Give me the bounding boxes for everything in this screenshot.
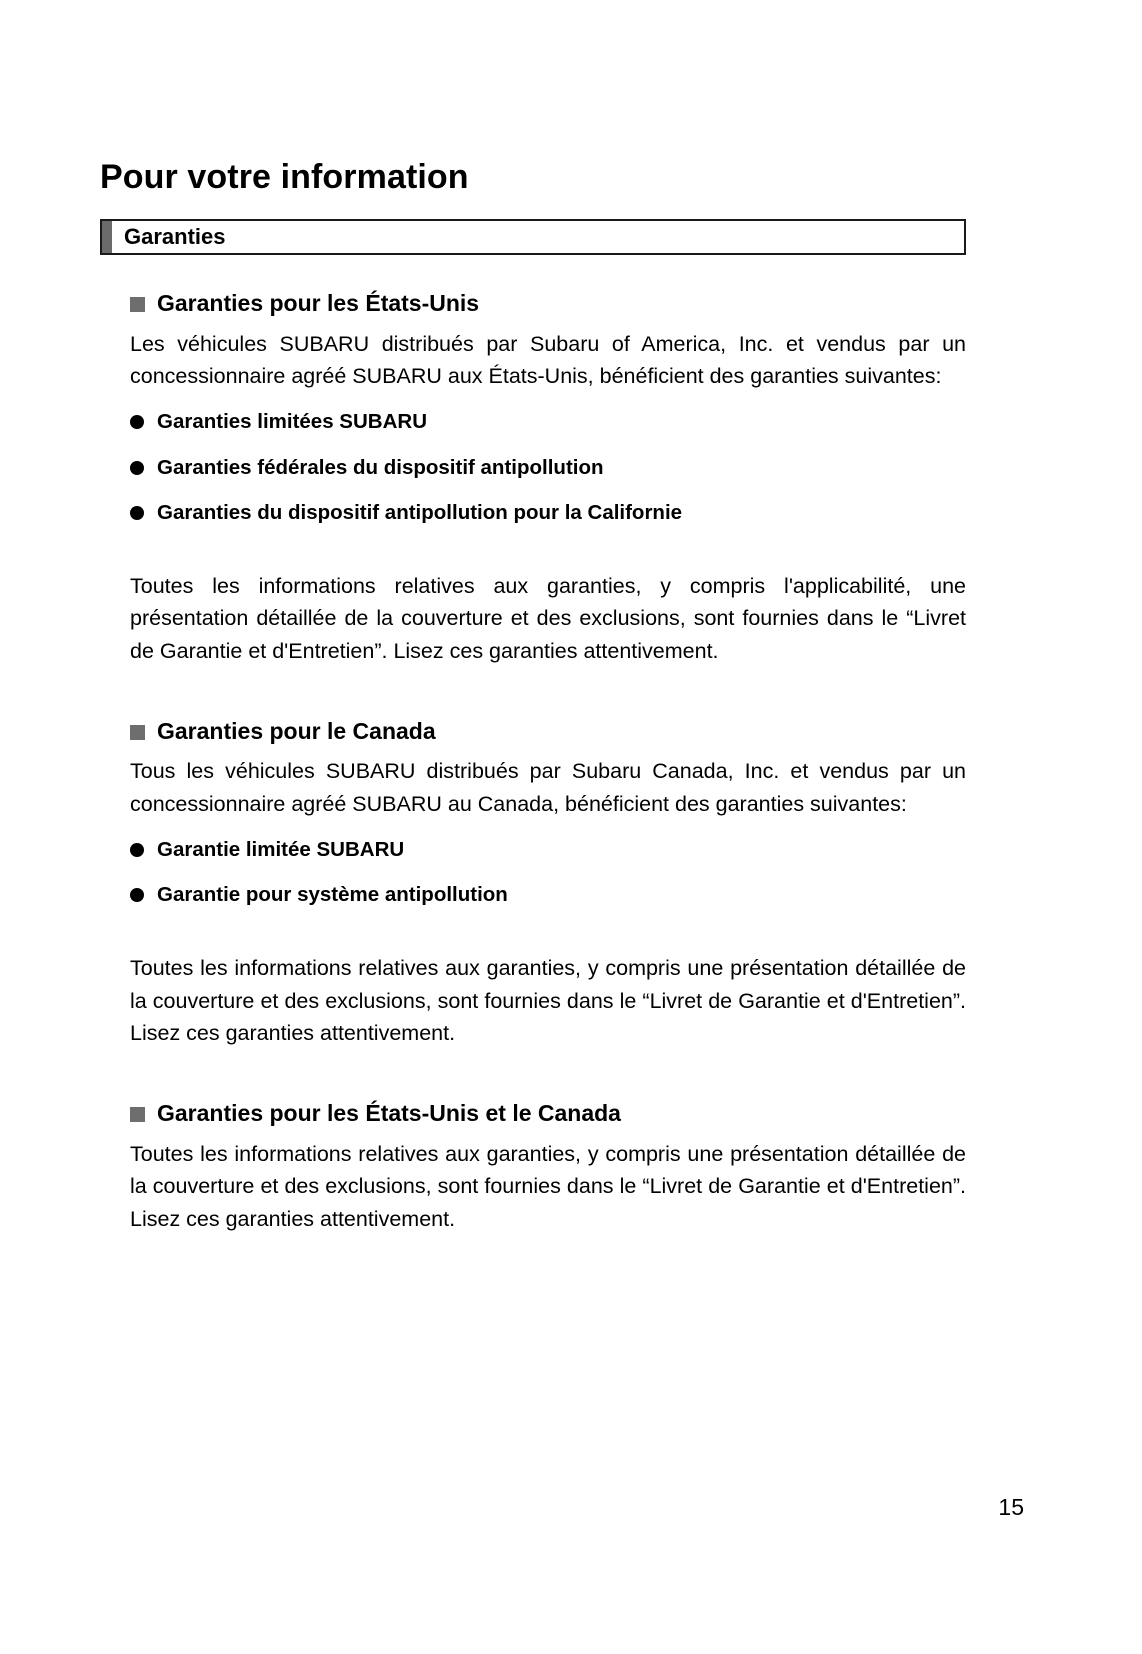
square-bullet-icon — [130, 1107, 145, 1122]
section-heading-label: Garanties pour le Canada — [157, 717, 436, 744]
warranty-bullet-list — [130, 837, 966, 908]
list-item-label: Garantie limitée SUBARU — [157, 837, 405, 861]
warranty-bullet-list — [130, 409, 966, 526]
section-heading — [130, 1100, 966, 1128]
section-outro-paragraph: Toutes les informations relatives aux garanties, y compris une présentation détaillée de la couverture et des exclusions, sont fournies dans le “Livret de Garantie et d'Entretien”. Lisez ces garanties attentivement. — [130, 956, 966, 1046]
list-item-label: Garanties fédérales du dispositif antipollution — [157, 455, 604, 479]
round-bullet-icon — [130, 415, 144, 429]
square-bullet-icon — [130, 297, 145, 312]
chapter-accent-tab — [102, 221, 112, 253]
square-bullet-icon — [130, 725, 145, 740]
chapter-header-bar — [100, 219, 966, 255]
section-heading-label: Garanties pour les États-Unis et le Canada — [157, 1100, 621, 1127]
chapter-title: Garanties — [124, 224, 226, 249]
round-bullet-icon — [130, 506, 144, 520]
page-number: 15 — [998, 1494, 1024, 1520]
content-column — [100, 272, 966, 1246]
page-title: Pour votre information — [100, 157, 469, 196]
list-item — [130, 882, 966, 908]
section-outro-paragraph: Toutes les informations relatives aux garanties, y compris l'applicabilité, une présentation détaillée de la couverture et des exclusions, sont fournies dans le “Livret de Garantie et d'Entretien”. Lisez ces garanties attentivement. — [130, 573, 966, 664]
list-item — [130, 837, 966, 863]
section-outro-paragraph: Toutes les informations relatives aux garanties, y compris une présentation détaillée de la couverture et des exclusions, sont fournies dans le “Livret de Garantie et d'Entretien”. Lisez ces garanties attentivement. — [130, 1141, 966, 1231]
list-item — [130, 409, 966, 435]
section-intro-paragraph: Tous les véhicules SUBARU distribués par Subaru Canada, Inc. et vendus par un concessionnaire agréé SUBARU au Canada, bénéficient des garanties suivantes: — [130, 759, 966, 817]
round-bullet-icon — [130, 843, 144, 857]
round-bullet-icon — [130, 461, 144, 475]
section-garanties-etats-unis-canada — [100, 1100, 966, 1236]
section-heading — [130, 290, 966, 318]
list-item — [130, 500, 966, 526]
list-item-label: Garantie pour système antipollution — [157, 883, 508, 907]
section-heading-label: Garanties pour les États-Unis — [157, 290, 480, 316]
section-garanties-canada — [100, 718, 966, 1050]
list-item-label: Garanties limitées SUBARU — [157, 409, 428, 433]
section-heading — [130, 718, 966, 746]
list-item-label: Garanties du dispositif antipollution pour la Californie — [157, 501, 683, 525]
section-intro-paragraph: Les véhicules SUBARU distribués par Subaru of America, Inc. et vendus par un concessionnaire agréé SUBARU aux États-Unis, bénéficient des garanties suivantes: — [130, 331, 966, 389]
round-bullet-icon — [130, 888, 144, 902]
section-garanties-etats-unis — [100, 290, 966, 668]
list-item — [130, 455, 966, 481]
